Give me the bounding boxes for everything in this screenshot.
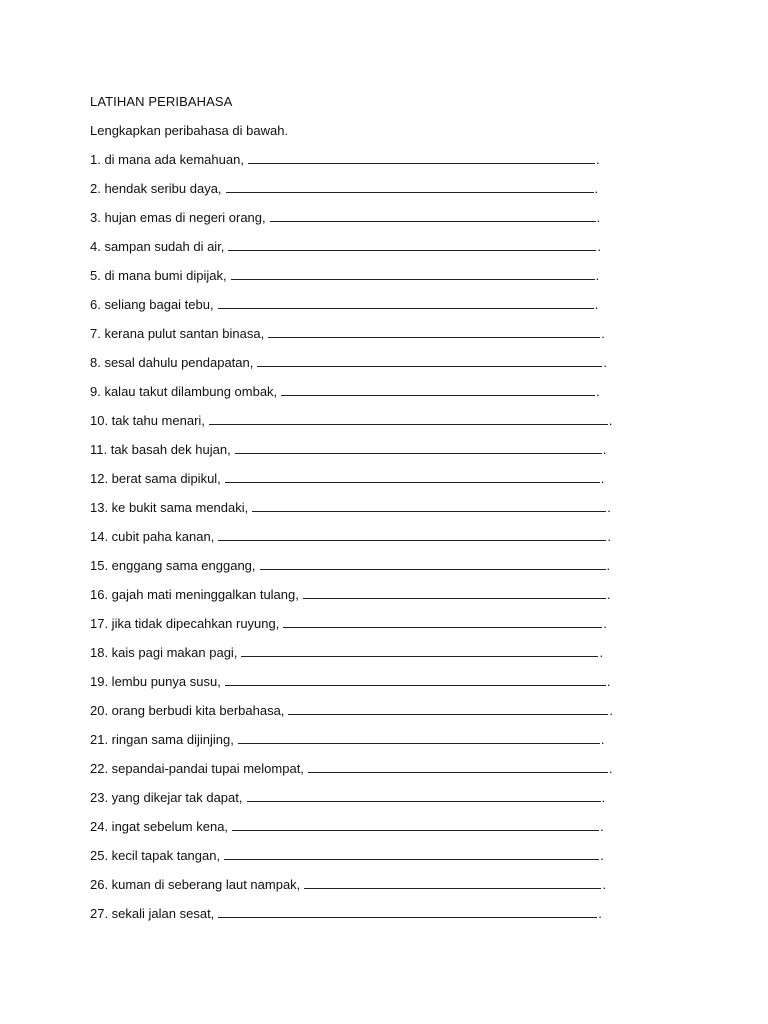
question-prompt: 9. kalau takut dilambung ombak,: [90, 384, 278, 399]
question-item: [90, 471, 613, 500]
instruction-text: Lengkapkan peribahasa di bawah.: [90, 123, 289, 138]
answer-blank: [218, 529, 606, 541]
question-period: .: [603, 616, 607, 631]
question-item: [90, 761, 613, 790]
question-period: .: [601, 790, 606, 805]
question-prompt: 6. seliang bagai tebu,: [90, 297, 214, 312]
answer-blank: [225, 471, 600, 483]
question-item: [90, 413, 613, 442]
question-period: .: [608, 761, 613, 776]
answer-blank: [252, 500, 606, 512]
question-prompt: 19. lembu punya susu,: [90, 674, 221, 689]
question-list: [90, 152, 613, 935]
question-period: .: [597, 239, 602, 254]
question-item: [90, 790, 613, 819]
question-item: [90, 645, 613, 674]
question-period: .: [606, 558, 611, 573]
answer-blank: [260, 558, 606, 570]
question-item: [90, 152, 613, 181]
question-prompt: 13. ke bukit sama mendaki,: [90, 500, 249, 515]
question-period: .: [600, 819, 604, 834]
question-item: [90, 732, 613, 761]
question-period: .: [603, 355, 607, 370]
question-prompt: 2. hendak seribu daya,: [90, 181, 222, 196]
answer-blank: [238, 732, 600, 744]
question-prompt: 22. sepandai-pandai tupai melompat,: [90, 761, 304, 776]
answer-blank: [218, 297, 594, 309]
answer-blank: [224, 848, 599, 860]
question-item: [90, 500, 613, 529]
question-prompt: 5. di mana bumi dipijak,: [90, 268, 227, 283]
answer-blank: [288, 703, 608, 715]
question-period: .: [594, 181, 599, 196]
question-period: .: [596, 384, 600, 399]
question-period: .: [595, 268, 600, 283]
question-prompt: 7. kerana pulut santan binasa,: [90, 326, 265, 341]
question-period: .: [607, 529, 611, 544]
question-item: [90, 239, 613, 268]
question-prompt: 3. hujan emas di negeri orang,: [90, 210, 266, 225]
question-prompt: 15. enggang sama enggang,: [90, 558, 256, 573]
question-item: [90, 268, 613, 297]
question-prompt: 20. orang berbudi kita berbahasa,: [90, 703, 285, 718]
question-item: [90, 674, 613, 703]
answer-blank: [248, 152, 595, 164]
question-item: [90, 877, 613, 906]
document-title: LATIHAN PERIBAHASA: [90, 94, 233, 109]
question-period: .: [599, 645, 604, 660]
answer-blank: [241, 645, 598, 657]
question-item: [90, 326, 613, 355]
question-period: .: [600, 471, 605, 486]
question-item: [90, 355, 613, 384]
question-period: .: [607, 500, 611, 515]
question-period: .: [595, 152, 600, 167]
answer-blank: [226, 181, 594, 193]
question-item: [90, 848, 613, 877]
question-prompt: 16. gajah mati meninggalkan tulang,: [90, 587, 299, 602]
question-item: [90, 587, 613, 616]
answer-blank: [281, 384, 595, 396]
question-item: [90, 616, 613, 645]
question-period: .: [598, 906, 602, 921]
question-prompt: 14. cubit paha kanan,: [90, 529, 215, 544]
question-prompt: 25. kecil tapak tangan,: [90, 848, 221, 863]
question-period: .: [594, 297, 599, 312]
question-period: .: [596, 210, 601, 225]
question-item: [90, 210, 613, 239]
question-prompt: 21. ringan sama dijinjing,: [90, 732, 234, 747]
question-prompt: 12. berat sama dipikul,: [90, 471, 221, 486]
question-period: .: [602, 877, 606, 892]
answer-blank: [225, 674, 606, 686]
answer-blank: [231, 268, 595, 280]
question-prompt: 23. yang dikejar tak dapat,: [90, 790, 243, 805]
question-item: [90, 181, 613, 210]
question-period: .: [600, 732, 605, 747]
answer-blank: [228, 239, 596, 251]
question-prompt: 18. kais pagi makan pagi,: [90, 645, 238, 660]
answer-blank: [235, 442, 602, 454]
answer-blank: [209, 413, 608, 425]
question-item: [90, 529, 613, 558]
question-item: [90, 384, 613, 413]
question-prompt: 24. ingat sebelum kena,: [90, 819, 229, 834]
answer-blank: [247, 790, 601, 802]
question-prompt: 17. jika tidak dipecahkan ruyung,: [90, 616, 280, 631]
answer-blank: [270, 210, 596, 222]
answer-blank: [283, 616, 602, 628]
answer-blank: [303, 587, 606, 599]
question-period: .: [606, 674, 611, 689]
answer-blank: [304, 877, 601, 889]
question-prompt: 4. sampan sudah di air,: [90, 239, 225, 254]
answer-blank: [308, 761, 608, 773]
question-prompt: 1. di mana ada kemahuan,: [90, 152, 244, 167]
question-period: .: [600, 848, 604, 863]
answer-blank: [268, 326, 600, 338]
question-period: .: [609, 703, 614, 718]
question-period: .: [606, 587, 611, 602]
question-item: [90, 703, 613, 732]
question-prompt: 8. sesal dahulu pendapatan,: [90, 355, 254, 370]
answer-blank: [218, 906, 597, 918]
question-item: [90, 442, 613, 471]
question-item: [90, 297, 613, 326]
question-prompt: 11. tak basah dek hujan,: [90, 442, 231, 457]
answer-blank: [257, 355, 602, 367]
question-item: [90, 819, 613, 848]
question-item: [90, 558, 613, 587]
question-period: .: [601, 326, 605, 341]
question-prompt: 26. kuman di seberang laut nampak,: [90, 877, 301, 892]
question-prompt: 10. tak tahu menari,: [90, 413, 205, 428]
answer-blank: [232, 819, 599, 831]
question-item: [90, 906, 613, 935]
question-period: .: [602, 442, 607, 457]
question-prompt: 27. sekali jalan sesat,: [90, 906, 215, 921]
question-period: .: [608, 413, 613, 428]
